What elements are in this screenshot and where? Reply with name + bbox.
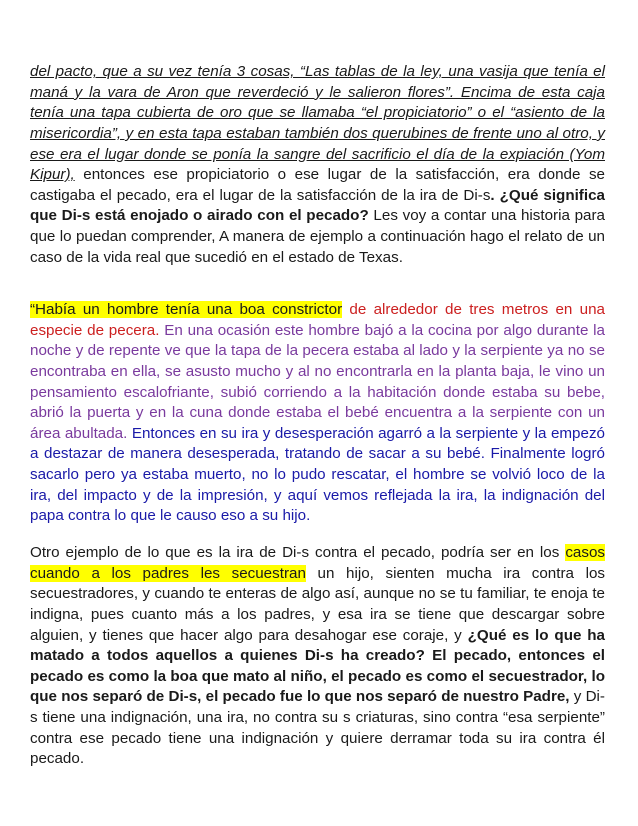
bold-question-anger: . ¿Qué significa que Di-s está enojado o airado con el pecado? [30, 186, 605, 225]
paragraph-boa-story [30, 300, 605, 527]
italic-quote-ark: del pacto, que a su vez tenía 3 cosas, “Las tablas de la ley, una vasija que tenía el maná y la vara de Aron que reverdeció y le salieron flores”. Encima de esta caja tenía una tapa cubierta de oro que se llamaba “el propiciatorio” o el “asiento de la misericordia”, y en esta tapa estaban también dos querubines de frente uno al otro, y ese era el lugar donde se ponía la sangre del sacrificio el día de la expiación (Yom Kipur), [30, 63, 605, 184]
red-text-fish-tank: de alrededor de tres metros en una especie de pecera. [30, 301, 605, 339]
kidnap-intro-text: Otro ejemplo de lo que es la ira de Di-s contra el pecado, podría ser en los [30, 544, 566, 562]
story-intro-text: Les voy a contar una historia para que lo puedan comprender, A manera de ejemplo a continuación hago el relato de un caso de la vida real que sucedió en el estado de Texas. [30, 207, 605, 266]
highlight-kidnap-cases: casos cuando a los padres les secuestran [30, 544, 605, 582]
bold-sin-statement: ¿Qué es lo que ha matado a todos aquellos a quienes Di-s ha creado? El pecado, entonces el pecado es como la boa que mato al niño, el pecado es como el secuestrador, lo que nos separó de Di-s, el pecado fue lo que nos separó de nuestro Padre, [30, 626, 605, 706]
propitiatory-text: entonces ese propiciatorio o ese lugar de la satisfacción, era donde se castigaba el pecado, era el lugar de la satisfacción de la ira de Di-s [30, 166, 605, 204]
blue-text-father-anger: Entonces en su ira y desesperación agarró a la serpiente y la empezó a destazar de manera desesperada, tratando de sacar a su bebé. Finalmente logró sacarlo pero ya estaba muerto, no lo pudo rescatar, el hombre se volvió loco de la ira, del impacto y de la impresión, y aquí vemos reflejada la ira, la indignación del papa contra lo que le causo eso a su hijo. [30, 424, 605, 525]
paragraph-kidnapping-example [30, 543, 605, 770]
kidnap-anger-text: un hijo, sienten mucha ira contra los secuestradores, y cuando te enteras de algo así, aunque no se tu familiar, te enoja te indigna, pues cuanto más a los padres, y esa ira se tiene que descargar sobre alguien, y tienes que hacer algo para desahogar ese coraje, y [30, 564, 605, 644]
closing-indignation-text: y Di-s tiene una indignación, una ira, no contra su s criaturas, sino contra “esa serpiente” contra ese pecado tiene una indignación y quiere derramar toda su ira contra él pecado. [30, 688, 605, 768]
paragraph-ark-description [30, 62, 605, 268]
highlight-boa-constrictor: “Había un hombre tenía una boa constrictor [30, 301, 343, 319]
purple-text-night: En una ocasión este hombre bajó a la cocina por algo durante la noche y de repente ve que la tapa de la pecera estaba al lado y la serpiente ya no se encontraba en ella, se asusto mucho y al no encontrarla en la planta baja, le vino un pensamiento escalofriante, subió corriendo a la habitación donde estaba su bebe, abrió la puerta y en la cuna donde estaba el bebé encuentra a la serpiente con un área abultada. [30, 321, 605, 442]
